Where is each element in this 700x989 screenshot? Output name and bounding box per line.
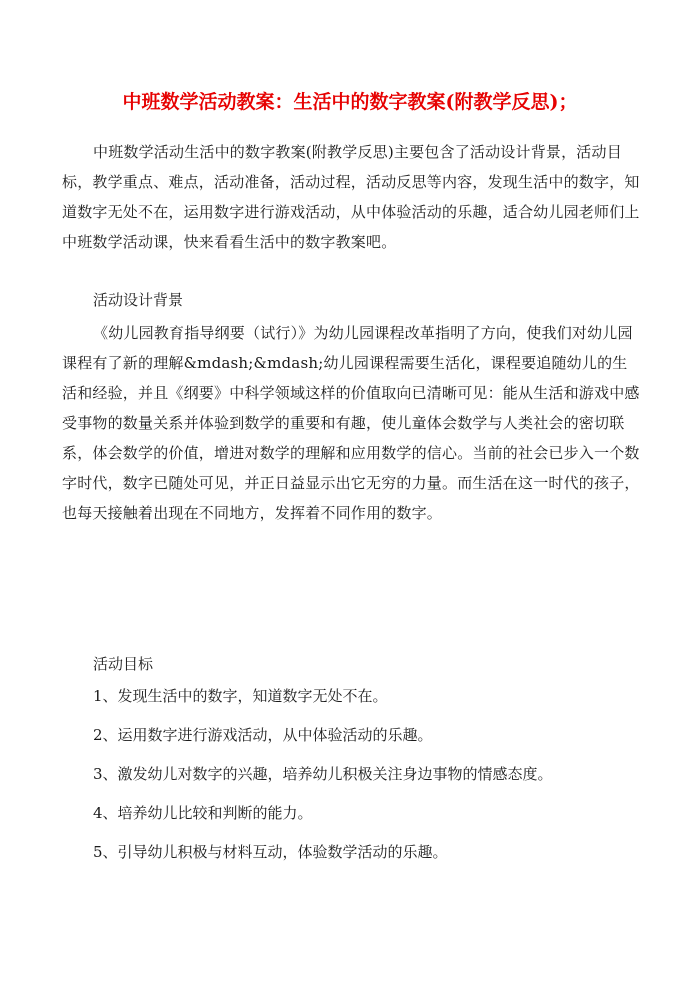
- goal-item: 4、培养幼儿比较和判断的能力。: [93, 804, 313, 822]
- goal-item: 5、引导幼儿积极与材料互动，体验数学活动的乐趣。: [93, 843, 448, 861]
- background-paragraph: 《幼儿园教育指导纲要（试行）》为幼儿园课程改革指明了方向，使我们对幼儿园课程有了新的理解&mdash;&mdash;幼儿园课程需要生活化，课程要追随幼儿的生活和经验，并且《纲要》中科学领域这样的价值取向已清晰可见：能从生活和游戏中感受事物的数量关系并体验到数学的重要和有趣，使儿童体会数学与人类社会的密切联系，体会数学的价值，增进对数学的理解和应用数学的信心。当前的社会已步入一个数字时代，数字已随处可见，并正日益显示出它无穷的力量。而生活在这一时代的孩子，也每天接触着出现在不同地方，发挥着不同作用的数字。: [62, 324, 640, 522]
- goals-heading: 活动目标: [93, 655, 154, 673]
- document-title: 中班数学活动教案：生活中的数字教案(附教学反思)；: [122, 91, 578, 113]
- goals-list: [93, 681, 653, 876]
- intro-paragraph: 中班数学活动生活中的数字教案(附教学反思)主要包含了活动设计背景，活动目标，教学重点、难点，活动准备，活动过程，活动反思等内容，发现生活中的数字，知道数字无处不在，运用数字进行游戏活动，从中体验活动的乐趣，适合幼儿园老师们上中班数学活动课，快来看看生活中的数字教案吧。: [62, 143, 640, 251]
- goal-item: 1、发现生活中的数字，知道数字无处不在。: [93, 687, 388, 705]
- goal-item: 3、激发幼儿对数字的兴趣，培养幼儿积极关注身边事物的情感态度。: [93, 765, 553, 783]
- background-heading: 活动设计背景: [93, 291, 184, 309]
- goal-item: 2、运用数字进行游戏活动，从中体验活动的乐趣。: [93, 726, 433, 744]
